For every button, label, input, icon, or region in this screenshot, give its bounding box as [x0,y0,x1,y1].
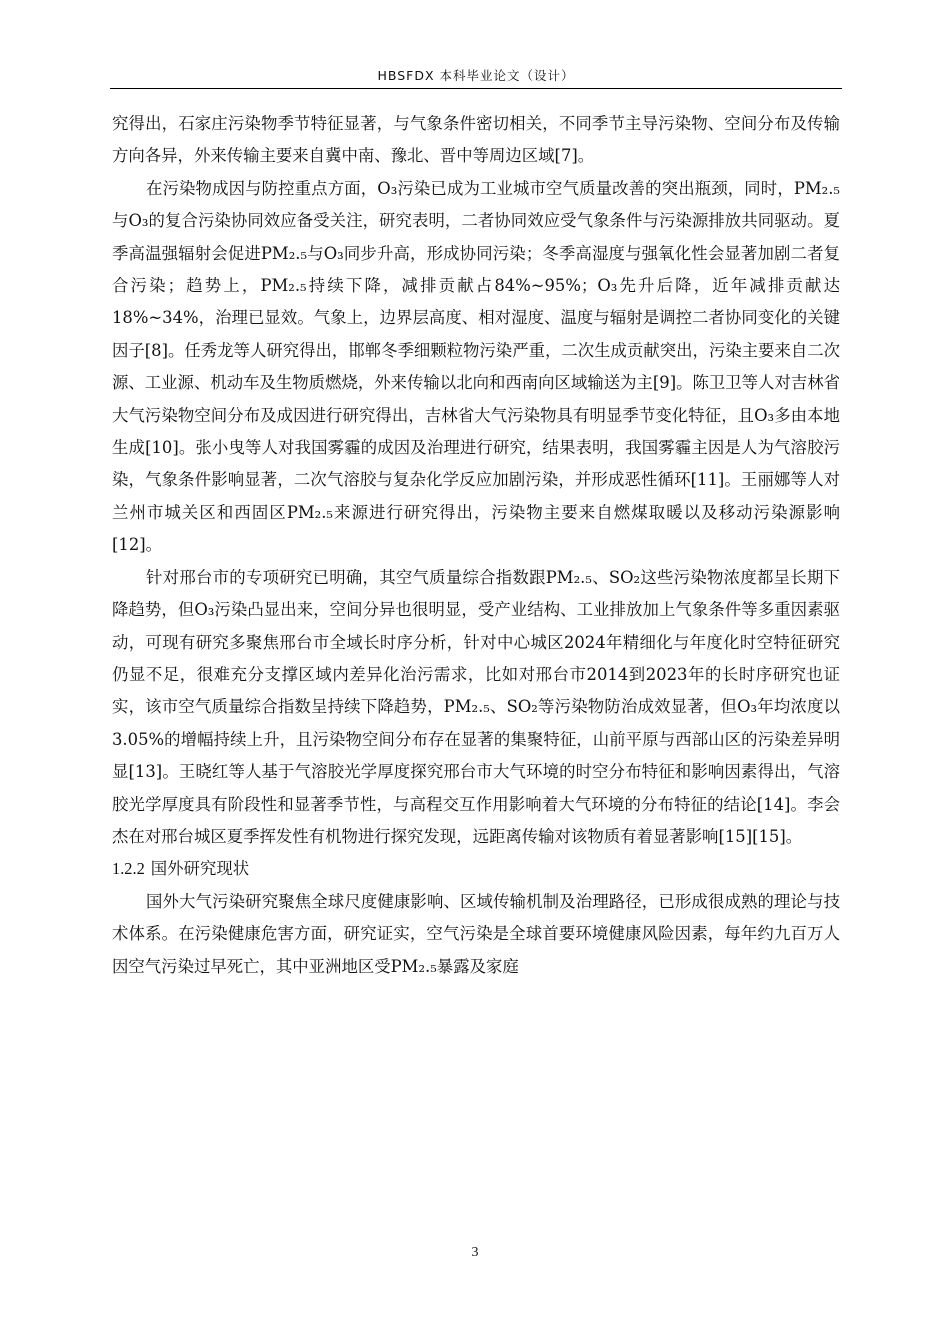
section-number: 1.2.2 [112,859,145,879]
paragraph-continuation: 究得出，石家庄污染物季节特征显著，与气象条件密切相关，不同季节主导污染物、空间分布及传输方向各异，外来传输主要来自冀中南、豫北、晋中等周边区域[7]。 [112,114,840,166]
section-heading [112,853,840,885]
paragraph-foreign-research: 国外大气污染研究聚焦全球尺度健康影响、区域传输机制及治理路径，已形成很成熟的理论与技术体系。在污染健康危害方面，研究证实，空气污染是全球首要环境健康风险因素，每年约九百万人因空气污染过早死亡，其中亚洲地区受PM₂.₅暴露及家庭 [112,891,840,976]
body-text [112,108,840,983]
paragraph-xingtai-research: 针对邢台市的专项研究已明确，其空气质量综合指数跟PM₂.₅、SO₂这些污染物浓度都呈长期下降趋势，但O₃污染凸显出来，空间分异也很明显，受产业结构、工业排放加上气象条件等多重因素驱动，可现有研究多聚焦邢台市全域长时序分析，针对中心城区2024年精细化与年度化时空特征研究仍显不足，很难充分支撑区域内差异化治污需求，比如对邢台市2014到2023年的长时序研究也证实，该市空气质量综合指数呈持续下降趋势，PM₂.₅、SO₂等污染物防治成效显著，但O₃年均浓度以3.05%的增幅持续上升，且污染物空间分布存在显著的集聚特征，山前平原与西部山区的污染差异明显[13]。王晓红等人基于气溶胶光学厚度探究邢台市大气环境的时空分布特征和影响因素得出，气溶胶光学厚度具有阶段性和显著季节性，与高程交互作用影响着大气环境的分布特征的结论[14]。李会杰在对邢台城区夏季挥发性有机物进行探究发现，远距离传输对该物质有着显著影响[15][15]。 [112,567,840,846]
page-header: HBSFDX 本科毕业论文（设计） [377,68,575,83]
paragraph-pollution-causes: 在污染物成因与防控重点方面，O₃污染已成为工业城市空气质量改善的突出瓶颈，同时，PM₂.₅与O₃的复合污染协同效应备受关注，研究表明，二者协同效应受气象条件与污染源排放共同驱动。夏季高温强辐射会促进PM₂.₅与O₃同步升高，形成协同污染；冬季高湿度与强氧化性会显著加剧二者复合污染；趋势上，PM₂.₅持续下降，减排贡献占84%~95%；O₃先升后降，近年减排贡献达18%~34%，治理已显效。气象上，边界层高度、相对湿度、温度与辐射是调控二者协同变化的关键因子[8]。任秀龙等人研究得出，邯郸冬季细颗粒物污染严重，二次生成贡献突出，污染主要来自二次源、工业源、机动车及生物质燃烧，外来传输以北向和西南向区域输送为主[9]。陈卫卫等人对吉林省大气污染物空间分布及成因进行研究得出，吉林省大气污染物具有明显季节变化特征，且O₃多由本地生成[10]。张小曳等人对我国雾霾的成因及治理进行研究，结果表明，我国雾霾主因是人为气溶胶污染，气象条件影响显著，二次气溶胶与复杂化学反应加剧污染，并形成恶性循环[11]。王丽娜等人对兰州市城关区和西固区PM₂.₅来源进行研究得出，污染物主要来自燃煤取暖以及移动污染源影响[12]。 [112,178,841,555]
section-title: 国外研究现状 [150,859,250,879]
page-number: 3 [471,1245,479,1260]
header-rule [110,88,842,89]
